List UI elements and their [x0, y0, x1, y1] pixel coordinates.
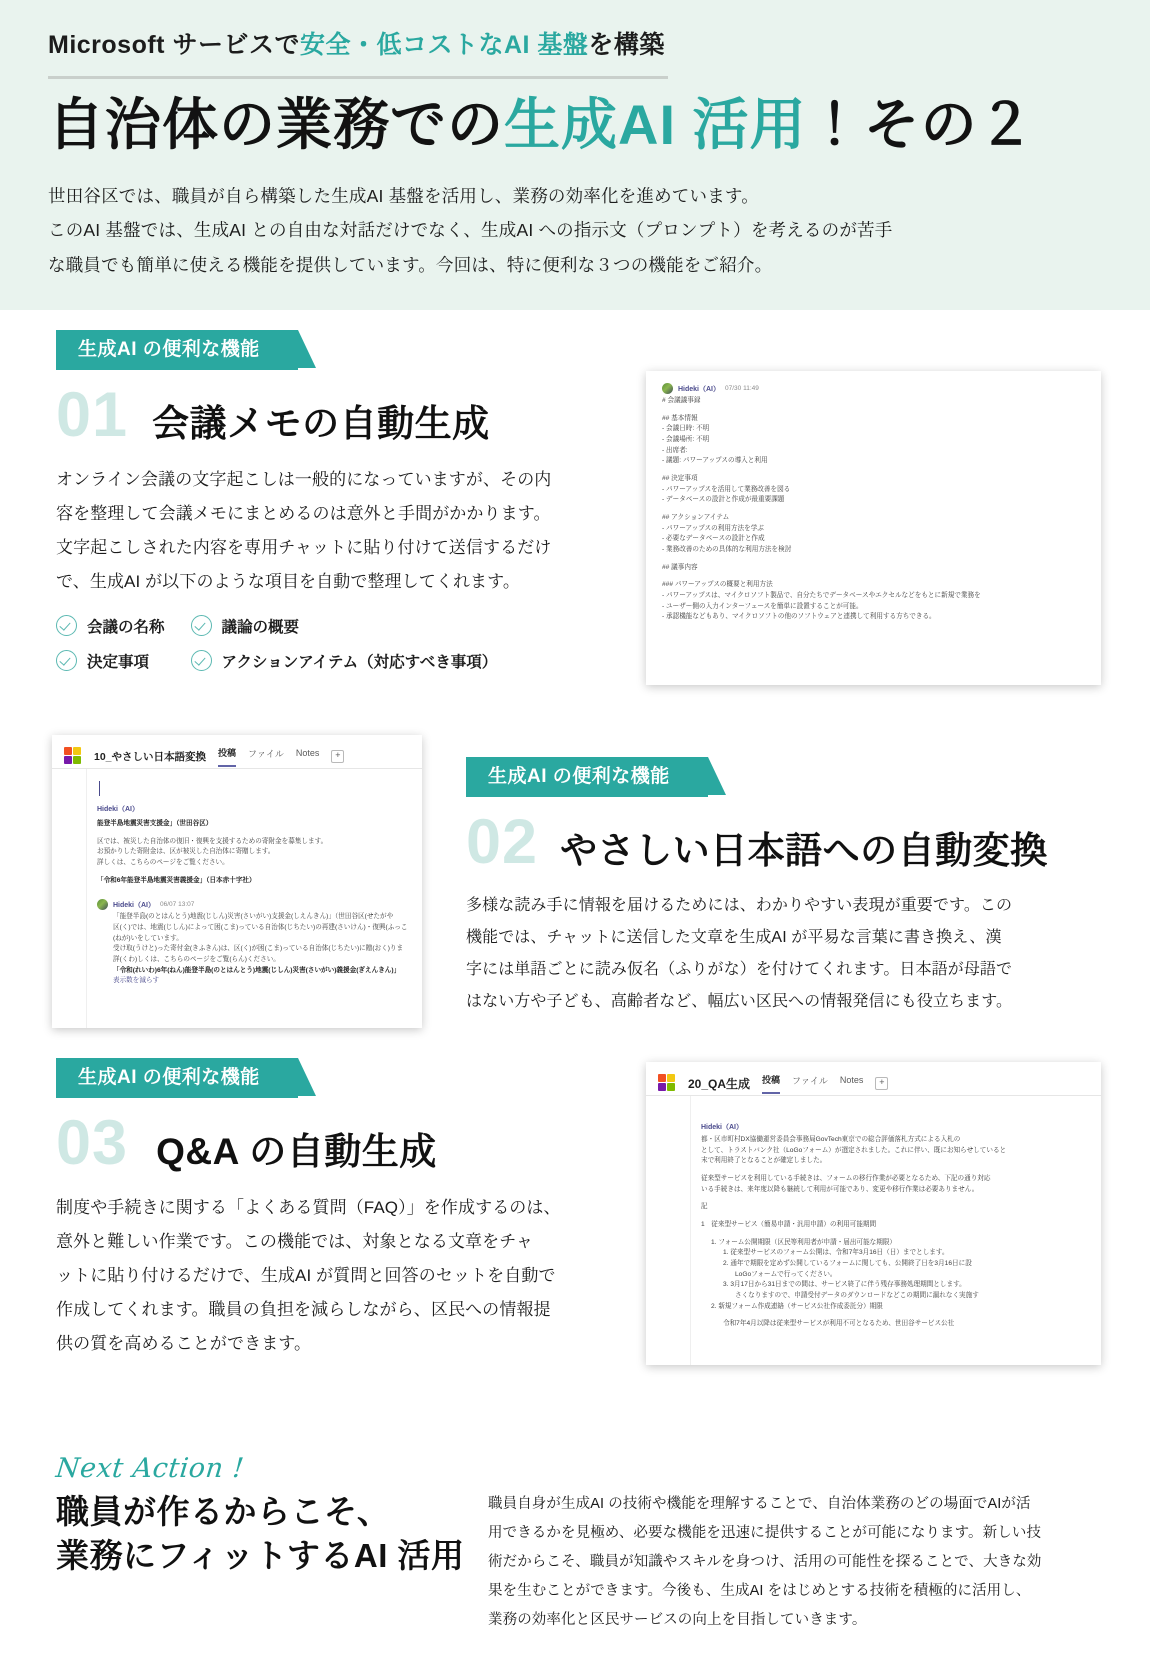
spacer [701, 1213, 1091, 1220]
shot1-line: ### パワーアップスの概要と利用方法 [662, 581, 773, 589]
lede-line-1: 世田谷区では、職員が自ら構築した生成AI 基盤を活用し、業務の効率化を進めています。 [48, 186, 759, 207]
checklist-item [56, 615, 165, 637]
section-02-title [560, 829, 1048, 871]
spacer [701, 1195, 1091, 1202]
header-lede [48, 179, 1102, 281]
section-03-body-line-2: 意外と難しい作業です。この機能では、対象となる文章をチャ [56, 1231, 533, 1251]
section-01-number: 01 [56, 379, 129, 450]
section-03-heading [56, 1107, 636, 1178]
section-01-ribbon: 生成AI の便利な機能 [56, 330, 298, 370]
header-eyebrow [48, 30, 1102, 60]
section-03-body-line-4: 作成してくれます。職員の負担を減らしながら、区民への情報提 [56, 1299, 551, 1319]
next-action-block [56, 1453, 476, 1577]
spacer [97, 869, 412, 876]
shot2-chat-area [52, 769, 422, 1028]
shot2-tab-posts[interactable]: 投稿 [218, 746, 236, 767]
spacer [701, 1312, 1091, 1319]
shot3-line: 2. 新規フォーム作成連絡（サービス公社作成委託分）期限 [711, 1302, 883, 1310]
text-caret [99, 781, 100, 796]
screenshot-plain-japanese [52, 735, 422, 1028]
shot1-line: # 会議議事録 [662, 397, 701, 404]
shot2-msg1-line: お預かりした寄附金は、区が被災した自治体に寄贈します。 [97, 848, 275, 856]
shot1-line: ## 議事内容 [662, 563, 698, 571]
shot1-timestamp: 07/30 11:49 [725, 385, 759, 392]
spacer [97, 886, 412, 893]
header-eyebrow-post: を構築 [588, 31, 665, 59]
check-circle-icon [56, 615, 77, 636]
shot3-line: 令和7年4月以降は従来型サービスが利用不可となるため、世田谷サービス公社 [723, 1320, 955, 1328]
avatar [662, 383, 673, 394]
page-title-post: ！その２ [806, 93, 1035, 156]
shot1-line [662, 506, 1087, 513]
section-01-body-line-3: 文字起こしされた内容を専用チャットに貼り付けて送信するだけ [56, 537, 552, 557]
next-action-script-label: Next Action ! [54, 1453, 246, 1484]
shot3-line: 3. 3月17日から31日までの間は、サービス終了に伴う残存事務処理期間とします。 [723, 1281, 966, 1289]
shot1-line: - データベースの設計と作成が最重要課題 [662, 496, 785, 504]
section-03-body-line-3: ットに貼り付けるだけで、生成AI が質問と回答のセットを自動で [56, 1265, 556, 1285]
next-action-body [488, 1490, 1098, 1635]
spacer [97, 830, 412, 837]
shot3-chat-main [691, 1096, 1101, 1365]
shot1-chat-main [646, 371, 1101, 623]
shot3-line: として、トラストバンク社（LoGoフォーム）が選定されました。これに伴い、既にお知らせしていると [701, 1146, 1007, 1154]
next-action-body-line-3: 術だからこそ、職員が知識やスキルを身つけ、活用の可能性を探ることで、大きな効 [488, 1554, 1042, 1570]
shot2-msg1-author: Hideki（AI） [97, 806, 140, 813]
shot1-line: - パワーアップスは、マイクロソフト製品で、自分たちでデータベースやエクセルなどをもとに新規で業務を [662, 592, 981, 600]
check-circle-icon [191, 615, 212, 636]
shot1-line: - 承認機能などもあり、マイクロソフトの他のソフトウェアと連携して利用する方ちできる。 [662, 613, 936, 621]
shot3-tab-notes[interactable]: Notes [839, 1075, 864, 1085]
section-02-title-bold: 自動変換 [897, 829, 1048, 871]
check-circle-icon [191, 650, 212, 671]
page-title-pre: 自治体の業務での [48, 93, 504, 156]
checklist-item-label: 決定事項 [87, 653, 150, 671]
section-03-body-line-5: 供の質を高めることができます。 [56, 1333, 312, 1353]
shot2-tab-notes[interactable]: Notes [295, 748, 320, 758]
section-02-body-line-2: 機能では、チャットに送信した文章を生成AI が平易な言葉に書き換え、漢 [466, 928, 1002, 946]
shot1-line: ## アクションアイテム [662, 514, 730, 522]
section-03-body-line-1: 制度や手続きに関する「よくある質問（FAQ）」を作成するのは、 [56, 1197, 561, 1217]
screenshot-meeting-memo [646, 371, 1101, 685]
section-03-title [156, 1130, 437, 1172]
header-eyebrow-accent: 安全・低コストなAI 基盤 [299, 31, 589, 59]
shot2-msg2-author: Hideki（AI） [113, 901, 156, 909]
shot1-message-body [662, 396, 1087, 623]
teams-logo-icon [658, 1074, 676, 1092]
header-divider [48, 76, 668, 79]
section-01-checklist [56, 615, 636, 672]
shot3-line: 1 従来型サービス（簡易申請・汎用申請）の利用可能期間 [701, 1221, 877, 1229]
shot1-line: - ユーザー側の入力インターフェースを簡単に設置することが可能。 [662, 602, 863, 610]
shot3-tab-posts[interactable]: 投稿 [762, 1073, 780, 1094]
add-tab-icon[interactable]: + [331, 750, 344, 763]
shot1-line [662, 573, 1087, 580]
lede-line-2: このAI 基盤では、生成AI との自由な対話だけでなく、生成AI への指示文（プロンプト）を考えるのが苦手 [48, 220, 893, 241]
shot2-msg2-line: 「令和(れいわ)6年(ねん)能登半島(のとはんとう)地震(じしん)災害(さいがい)義援金(ぎえんきん)」 [113, 966, 401, 974]
avatar [97, 899, 108, 910]
section-02-title-light: やさしい日本語への [560, 829, 898, 871]
shot1-line: - 会議場所: 不明 [662, 436, 710, 444]
shot1-line: - 議題: パワーアップスの導入と利用 [662, 457, 768, 465]
shot2-msg1-line: 能登半島地震災害支援金」（世田谷区） [97, 820, 213, 827]
shot3-line: いる手続きは、来年度以降も継続して利用が可能であり、変更や移行作業は必要ありません。 [701, 1185, 979, 1193]
shot1-line: - 会議日時: 不明 [662, 425, 710, 433]
section-02-body-line-4: はない方や子ども、高齢者など、幅広い区民への情報発信にも役立ちます。 [466, 992, 1013, 1010]
shot2-msg2-line: 受け取(うけと)った寄付金(きふきん)は、区(く)が困(こま)っている自治体(じちたい)に贈(おく)りま [113, 945, 404, 953]
shot2-chat-rail [52, 769, 87, 1028]
shot2-tabbar [52, 735, 422, 769]
shot3-line: LoGoフォームで行ってください。 [735, 1270, 837, 1278]
screenshot-qa-generation [646, 1062, 1101, 1365]
shot3-chat-rail [646, 1096, 691, 1365]
shot3-channel-title: 20_QA生成 [688, 1076, 751, 1091]
header-band [0, 0, 1150, 310]
next-action-heading-line-1: 職員が作るからこそ、 [56, 1493, 391, 1530]
shot3-author: Hideki（AI） [701, 1124, 744, 1131]
shot1-message-header [662, 383, 1087, 394]
next-action-body-line-2: 用できるかを見極め、必要な機能を迅速に提供することが可能になります。新しい技 [488, 1525, 1042, 1541]
check-circle-icon [56, 650, 77, 671]
shot3-tabbar [646, 1062, 1101, 1096]
spacer [701, 1231, 1091, 1238]
shot1-line [662, 407, 1087, 414]
section-01-body-line-1: オンライン会議の文字起こしは一般的になっていますが、その内 [56, 469, 552, 489]
section-01-body-line-2: 容を整理して会議メモにまとめるのは意外と手間がかかります。 [56, 503, 551, 523]
section-02-number: 02 [466, 806, 539, 877]
shot3-line: 記 [701, 1203, 708, 1211]
shot2-msg2-header [97, 899, 412, 910]
shot1-line [662, 467, 1087, 474]
section-03-ribbon: 生成AI の便利な機能 [56, 1058, 298, 1098]
shot1-author: Hideki（AI） [678, 385, 721, 393]
section-02-body [466, 890, 1066, 1018]
section-01-heading [56, 379, 636, 450]
header-eyebrow-pre: Microsoft サービスで [48, 31, 300, 59]
section-02-heading [466, 806, 1066, 877]
shot1-line: - パワーアップスを活用して業務改善を図る [662, 485, 791, 493]
section-01-title-bold: 自動生成 [339, 402, 490, 444]
section-02-body-line-3: 字には単語ごとに読み仮名（ふりがな）を付けてくれます。日本語が母語で [466, 960, 1013, 978]
section-03-title-light: Q&A の [156, 1130, 287, 1172]
checklist-item-label: アクションアイテム（対応すべき事項） [221, 653, 498, 671]
shot3-line: 1. 従来型サービスのフォーム公開は、令和7年3月16日（日）までとします。 [723, 1249, 949, 1257]
shot2-msg1-line: 区では、被災した自治体の復旧・復興を支援するための寄附金を募集します。 [97, 837, 328, 845]
page-title-accent: 生成AI 活用 [504, 93, 807, 156]
shot3-line: 2. 通年で期限を定めず公開しているフォームに関しても、公開終了日を3月16日に設 [723, 1260, 972, 1268]
section-03-number: 03 [56, 1107, 129, 1178]
teams-logo-icon [64, 747, 82, 765]
section-01-body [56, 463, 636, 599]
shot3-line: 末で利用終了となることが確定しました。 [701, 1157, 827, 1165]
shot1-line: ## 決定事項 [662, 475, 698, 483]
section-02-body-line-1: 多様な読み手に情報を届けるためには、わかりやすい表現が重要です。この [466, 896, 1013, 914]
checklist-item [191, 650, 498, 672]
shot3-tab-files[interactable]: ファイル [792, 1075, 828, 1086]
section-01-body-line-4: で、生成AI が以下のような項目を自動で整理してくれます。 [56, 571, 520, 591]
next-action-body-text [488, 1490, 1098, 1635]
shot1-line [662, 556, 1087, 563]
shot3-line: 1. フォーム公開期限（区民等利用者が申請・届出可能な期限） [711, 1238, 897, 1246]
shot1-line: - 必要なデータベースの設計と作成 [662, 535, 765, 543]
next-action-body-line-1: 職員自身が生成AI の技術や機能を理解することで、自治体業務のどの場面でAIが活 [488, 1496, 1031, 1512]
shot2-msg1-line: 「令和6年能登半島地震災害義援金」（日本赤十字社） [97, 876, 256, 884]
section-01-title [152, 402, 490, 444]
shot1-line: - 業務改善のための具体的な利用方法を検討 [662, 546, 792, 554]
checklist-item-label: 議論の概要 [221, 618, 300, 636]
shot1-line: ## 基本情報 [662, 414, 698, 422]
shot3-line: 従来型サービスを利用している手続きは、フォームの移行作業が必要となるため、下記の通り対応 [701, 1175, 991, 1183]
shot1-line: - 出席者: [662, 446, 688, 454]
shot2-collapse-link[interactable]: 表示数を減らす [113, 977, 160, 985]
checklist-item [56, 650, 165, 672]
section-03 [56, 1058, 636, 1361]
section-03-body [56, 1191, 636, 1361]
shot3-chat-area [646, 1096, 1101, 1365]
checklist-item-label: 会議の名称 [87, 618, 165, 636]
shot2-msg2-line: 区(く)では、地震(じしん)によって困(こま)っている自治体(じちたい)の再建(さいけん)・復興(ふっこ [113, 924, 408, 932]
page-title [48, 91, 1102, 159]
shot2-msg2-timestamp: 06/07 13:07 [160, 901, 195, 909]
section-01 [56, 330, 636, 672]
shot2-msg2-line: (ねが)いをしています。 [113, 934, 183, 942]
checklist-item [191, 615, 498, 637]
shot3-line: 都・区市町村DX協働運営委員会事務局GovTech東京での総合評価落札方式による入札の [701, 1136, 961, 1143]
shot3-line: さくなりますので、申請受付データのダウンロードなどこの期間に漏れなく実施す [735, 1292, 979, 1300]
next-action-heading-line-2: 業務にフィットするAI 活用 [56, 1536, 465, 1574]
next-action-heading [56, 1490, 476, 1577]
next-action-body-line-5: 業務の効率化と区民サービスの向上を目指していきます。 [488, 1612, 867, 1628]
shot2-tab-files[interactable]: ファイル [248, 748, 284, 759]
shot1-line: - パワーアップスの利用方法を学ぶ [662, 524, 764, 532]
shot2-msg1-line: 詳しくは、こちらのページをご覧ください。 [97, 859, 229, 867]
shot2-chat-main [87, 769, 422, 1028]
section-02 [466, 757, 1066, 1018]
lede-line-3: な職員でも簡単に使える機能を提供しています。今回は、特に便利な３つの機能をご紹介。 [48, 254, 773, 275]
add-tab-icon[interactable]: + [875, 1077, 888, 1090]
section-03-title-bold: 自動生成 [286, 1130, 437, 1172]
shot2-msg2-line: 「能登半島(のとはんとう)地震(じしん)災害(さいがい)支援金(しえんきん)」（世田谷区(せたがや [113, 913, 394, 921]
next-action-body-line-4: 果を生むことができます。今後も、生成AI をはじめとする技術を積極的に活用し、 [488, 1583, 1031, 1599]
shot2-msg2-line: 詳(くわ)しくは、こちらのページをご覧(らん)ください。 [113, 956, 280, 964]
spacer [701, 1167, 1091, 1174]
shot2-channel-title: 10_やさしい日本語変換 [94, 750, 207, 763]
section-01-title-light: 会議メモの [152, 402, 340, 444]
section-02-ribbon: 生成AI の便利な機能 [466, 757, 708, 797]
